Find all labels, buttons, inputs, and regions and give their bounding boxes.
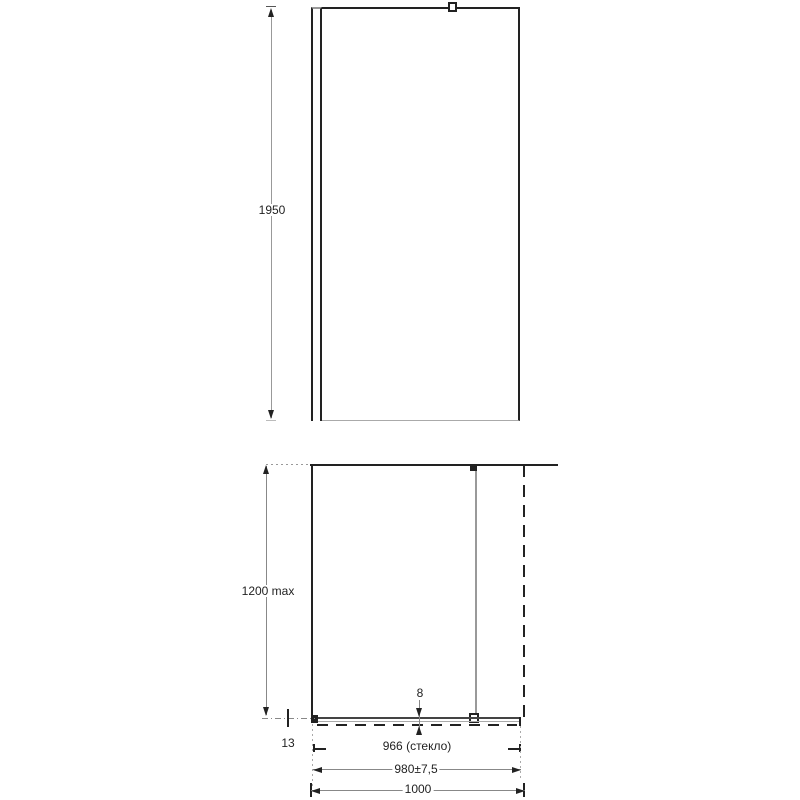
projection-line-left [312, 724, 313, 786]
arrow-up-icon [268, 8, 274, 17]
arrow-down-icon [268, 410, 274, 419]
wall-offset-label: 13 [281, 736, 295, 750]
width-tolerance-label: 980±7,5 [394, 762, 438, 776]
arrow-left-icon [313, 767, 322, 773]
front-wall-profile [311, 7, 322, 421]
glass-right-end-cap [519, 717, 521, 726]
front-support-bar-bracket [448, 2, 457, 12]
dimension-tick [287, 709, 289, 727]
arrow-right-icon [516, 788, 525, 794]
dimension-tick [266, 6, 276, 7]
arrow-up-icon [416, 726, 422, 735]
front-glass-panel [322, 7, 520, 421]
arrow-left-icon [311, 788, 320, 794]
dotted-extension-line [266, 464, 310, 465]
depth-dimension-label: 1200 max [241, 584, 295, 598]
glass-edge-hidden-line [523, 465, 525, 718]
dimension-line [508, 748, 519, 750]
projection-line-right [520, 726, 521, 778]
glass-front-edge [312, 717, 521, 719]
overall-width-label: 1000 [404, 782, 432, 796]
arrow-down-icon [416, 708, 422, 717]
glass-wall-profile-section [311, 715, 318, 723]
glass-width-label: 966 (стекло) [382, 739, 452, 753]
arrow-down-icon [263, 707, 269, 716]
height-dimension-label: 1950 [258, 203, 286, 217]
dimension-tick [266, 420, 276, 421]
dimension-line [315, 748, 326, 750]
stabilizer-bar [475, 466, 477, 717]
glass-thickness-label: 8 [416, 686, 424, 700]
arrow-up-icon [263, 465, 269, 474]
stabilizer-bar-wall-bracket [470, 466, 477, 471]
plan-wall-line-back [310, 464, 558, 466]
plan-wall-line-left [311, 464, 313, 723]
glass-mid-line [312, 721, 521, 722]
